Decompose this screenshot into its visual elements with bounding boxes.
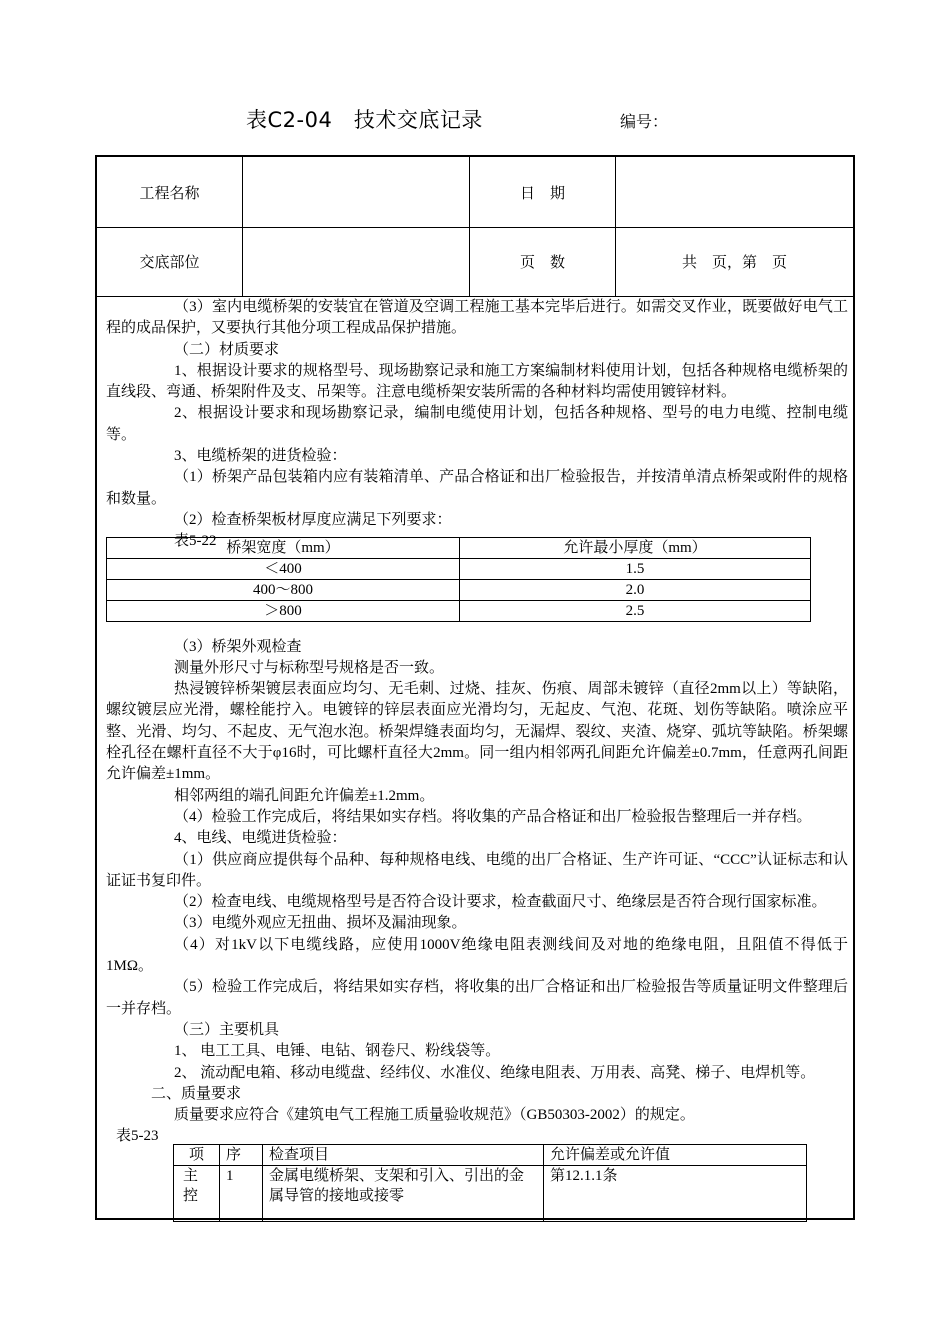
- paragraph: 3、电缆桥架的进货检验：: [174, 448, 347, 465]
- paragraph: 测量外形尺寸与标称型号规格是否一致。: [174, 659, 445, 676]
- paragraph: 2、根据设计要求和现场勘察记录，编制电缆使用计划，包括各种规格、型号的电力电缆、控制电缆等。: [106, 405, 848, 443]
- thickness-table: [106, 537, 811, 622]
- paragraph: 质量要求应符合《建筑电气工程施工质量验收规范》（GB50303-2002）的规定。: [174, 1107, 695, 1124]
- header-cell: 允许偏差或允许值: [544, 1145, 807, 1166]
- record-form: [95, 155, 855, 1220]
- quality-table: [173, 1144, 807, 1222]
- header-cell: 桥架宽度（mm）: [107, 538, 460, 559]
- date-value[interactable]: [616, 157, 853, 227]
- thickness-cell: 2.5: [460, 601, 811, 622]
- tolerance-cell: 第12.1.1条: [544, 1166, 807, 1222]
- paragraph: 相邻两组的端孔间距允许偏差±1.2mm。: [174, 787, 435, 804]
- project-name-label: 工程名称: [97, 157, 243, 227]
- section-heading: 二、质量要求: [151, 1085, 242, 1102]
- item-cell: 金属电缆桥架、支架和引入、引出的金属导管的接地或接零: [263, 1166, 544, 1222]
- width-cell: 400～800: [107, 580, 460, 601]
- document-title: 表C2-04 技术交底记录: [246, 108, 483, 132]
- table-header-row: [107, 538, 811, 559]
- paragraph: （2）检查桥架板材厚度应满足下列要求：: [174, 511, 452, 528]
- disclosure-content: [106, 297, 848, 1148]
- width-cell: ＞800: [107, 601, 460, 622]
- table-row: [107, 580, 811, 601]
- part-row: [97, 227, 853, 297]
- serial-number-label: 编号：: [620, 112, 669, 131]
- thickness-cell: 1.5: [460, 559, 811, 580]
- table-row: [107, 559, 811, 580]
- paragraph: 2、 流动配电箱、移动电缆盘、经纬仪、水准仪、绝缘电阻表、万用表、高凳、梯子、电焊机等。: [174, 1064, 816, 1081]
- width-cell: ＜400: [107, 559, 460, 580]
- section-heading: （三）主要机具: [174, 1021, 280, 1038]
- table-caption: 表5-22: [174, 533, 217, 550]
- header-cell: 序: [220, 1145, 263, 1166]
- paragraph: 1、 电工工具、电锤、电钻、钢卷尺、粉线袋等。: [174, 1043, 501, 1060]
- part-value[interactable]: [243, 227, 470, 296]
- category-cell: 主控: [174, 1166, 220, 1222]
- table-row: [107, 601, 811, 622]
- paragraph: 4、电线、电缆进货检验：: [174, 830, 347, 847]
- paragraph: （2）检查电线、电缆规格型号是否符合设计要求，检查截面尺寸、绝缘层是否符合现行国家标准。: [174, 894, 827, 911]
- table-caption: 表5-23: [116, 1128, 159, 1145]
- paragraph: （3）桥架外观检查: [174, 638, 302, 655]
- paragraph: （3）电缆外观应无扭曲、损坏及漏油现象。: [174, 915, 467, 932]
- paragraph: （4）对1kV以下电缆线路，应使用1000V绝缘电阻表测线间及对地的绝缘电阻，且阻值不得低于1MΩ。: [106, 936, 848, 975]
- section-heading: （二）材质要求: [174, 341, 280, 358]
- table-header-row: [174, 1145, 807, 1166]
- paragraph: 热浸镀锌桥架镀层表面应均匀、无毛刺、过烧、挂灰、伤痕、周部未镀锌（直径2mm以上）等缺陷，螺纹镀层应光滑，螺栓能拧入。电镀锌的锌层表面应光滑均匀，无起皮、气泡、花斑、划伤等缺陷。喷涂应平整、光滑、均匀、不起皮、无气泡水泡。桥架焊缝表面均匀，无漏焊、裂纹、夹渣、烧穿、弧坑等缺陷。桥架螺栓孔径在螺杆直径不大于φ16时，可比螺杆直径大2mm。同一组内相邻两孔间距允许偏差±0.7mm，任意两孔间距允许偏差±1mm。: [106, 681, 848, 783]
- header-cell: 检查项目: [263, 1145, 544, 1166]
- table-row: [174, 1166, 807, 1222]
- date-label: 日 期: [470, 157, 616, 227]
- header-cell: 允许最小厚度（mm）: [460, 538, 811, 559]
- seq-cell: 1: [220, 1166, 263, 1222]
- paragraph: （3）室内电缆桥架的安装宜在管道及空调工程施工基本完毕后进行。如需交叉作业，既要做好电气工程的成品保护，又要执行其他分项工程成品保护措施。: [106, 299, 848, 337]
- part-label: 交底部位: [97, 227, 243, 296]
- header-cell: 项: [174, 1145, 220, 1166]
- paragraph: （1）供应商应提供每个品种、每种规格电线、电缆的出厂合格证、生产许可证、“CCC”认证标志和认证证书复印件。: [106, 851, 848, 889]
- paragraph: （1）桥架产品包装箱内应有装箱清单、产品合格证和出厂检验报告，并按清单清点桥架或附件的规格和数量。: [106, 469, 848, 507]
- project-row: [97, 157, 853, 228]
- pages-value[interactable]: 共 页，第 页: [681, 253, 787, 271]
- paragraph: 1、根据设计要求的规格型号、现场勘察记录和施工方案编制材料使用计划，包括各种规格电缆桥架的直线段、弯通、桥架附件及支、吊架等。注意电缆桥架安装所需的各种材料均需使用镀锌材料。: [106, 362, 848, 401]
- thickness-cell: 2.0: [460, 580, 811, 601]
- paragraph: （5）检验工作完成后，将结果如实存档，将收集的出厂合格证和出厂检验报告等质量证明文件整理后一并存档。: [106, 979, 848, 1017]
- project-name-value[interactable]: [243, 157, 470, 227]
- pages-label: 页 数: [470, 227, 616, 296]
- paragraph: （4）检验工作完成后，将结果如实存档。将收集的产品合格证和出厂检验报告整理后一并存档。: [174, 808, 812, 825]
